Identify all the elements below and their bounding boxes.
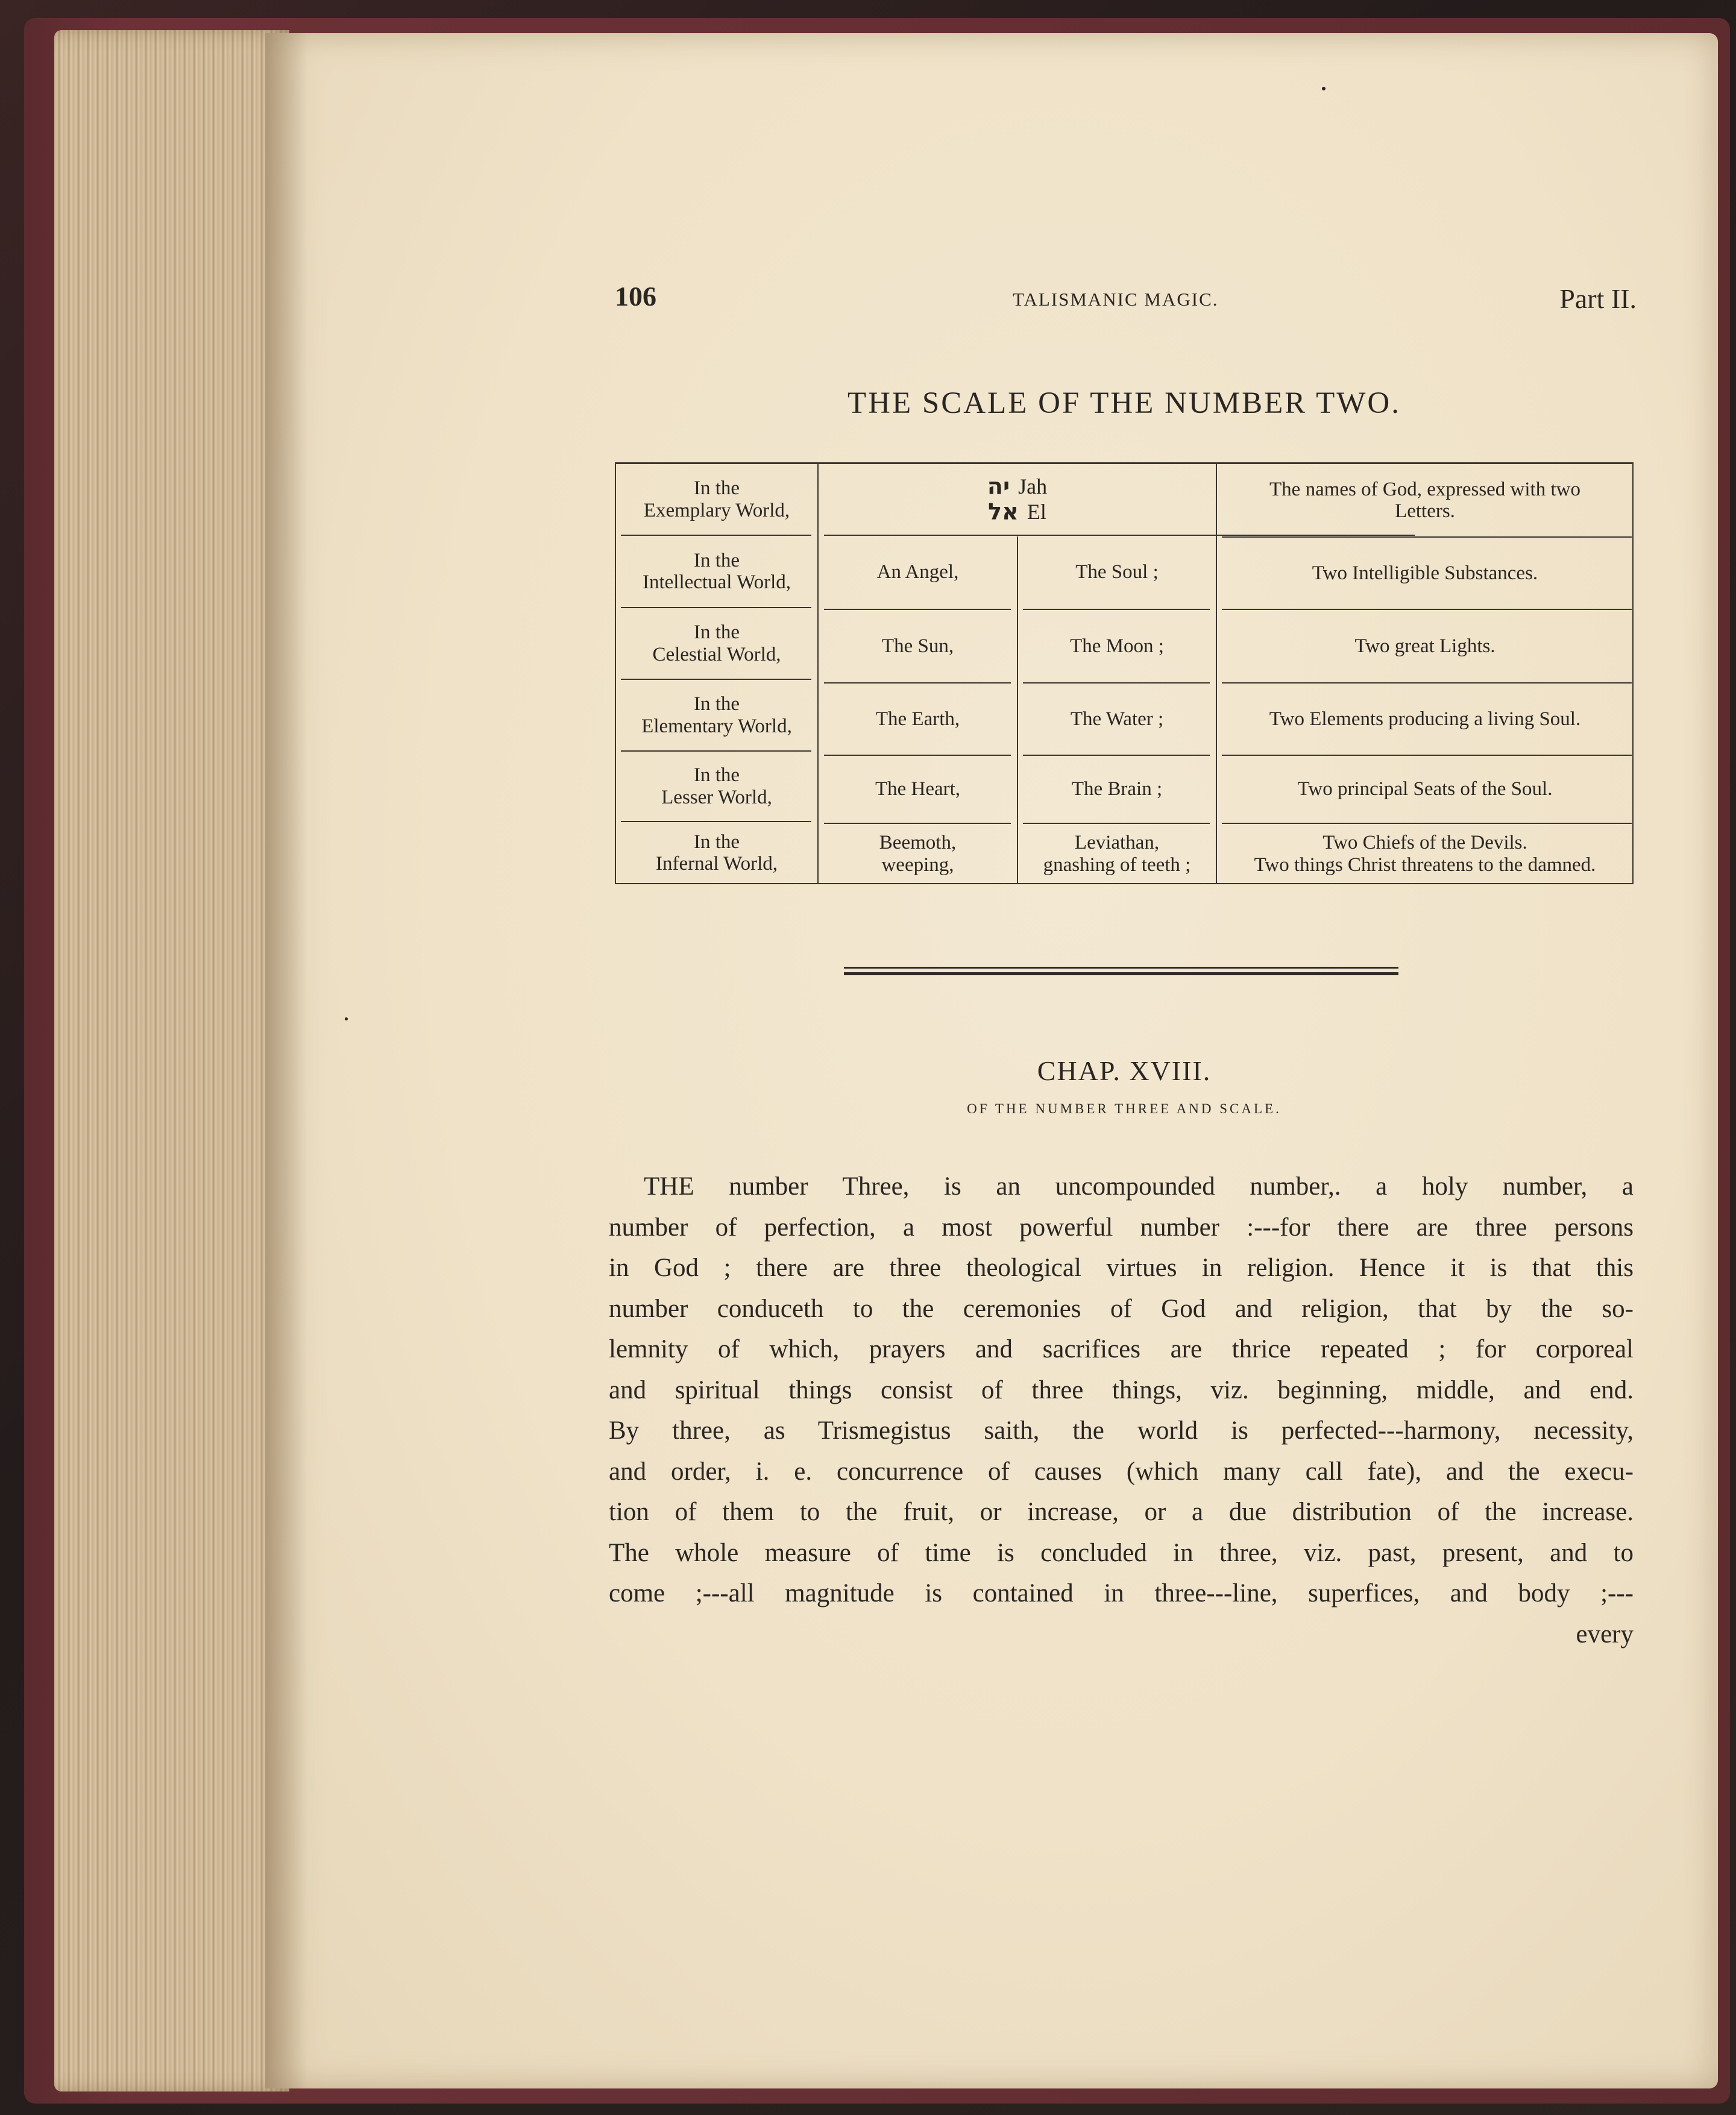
text-line: number of perfection, a most powerful number :---for there are three persons: [609, 1213, 1634, 1242]
hebrew-name: יה: [987, 473, 1010, 500]
description-cell: Two Intelligible Substances.: [1312, 562, 1538, 584]
chapter-title: CHAP. XVIII.: [1037, 1055, 1212, 1086]
name-jah: יה Jah: [987, 473, 1048, 500]
text-line: By three, as Trismegistus saith, the world is perfected---harmony, necessity,: [609, 1416, 1634, 1445]
chapter-subtitle: OF THE NUMBER THREE AND SCALE.: [967, 1101, 1282, 1116]
ink-speck: [1322, 87, 1326, 90]
text-line: come ;---all magnitude is contained in three---line, superfices, and body ;---: [609, 1579, 1634, 1607]
running-title: TALISMANIC MAGIC.: [1013, 289, 1219, 310]
text-line: and spiritual things consist of three things, viz. beginning, middle, and end.: [609, 1375, 1634, 1404]
description-cell: Two great Lights.: [1354, 635, 1495, 657]
description-cell: Two Chiefs of the Devils. Two things Christ threatens to the damned.: [1254, 832, 1596, 876]
description-cell: The names of God, expressed with two Letters.: [1269, 478, 1580, 522]
section-divider: [844, 967, 1398, 976]
world-cell: In the Celestial World,: [652, 621, 781, 665]
table-cell: The Soul ;: [1075, 561, 1159, 583]
text-line: tion of them to the fruit, or increase, or a due distribution of the increase.: [609, 1498, 1634, 1526]
scale-table: [615, 462, 1634, 884]
text-line: and order, i. e. concurrence of causes (which many call fate), and the execu-: [609, 1457, 1634, 1486]
page-edges: [54, 30, 289, 2091]
catchword: every: [1576, 1620, 1634, 1648]
name-el: אל El: [988, 498, 1046, 525]
spine-shadow: [265, 33, 307, 2088]
table-cell: Leviathan, gnashing of teeth ;: [1043, 832, 1191, 876]
body-text: [609, 1166, 1634, 1655]
running-head: [615, 280, 1637, 322]
part-label: Part II.: [1559, 283, 1637, 314]
table-cell: The Earth,: [875, 708, 960, 730]
world-cell: In the Lesser World,: [661, 764, 772, 808]
world-cell: In the Infernal World,: [656, 831, 778, 875]
description-cell: Two principal Seats of the Soul.: [1297, 778, 1553, 800]
text-line: number conduceth to the ceremonies of God and religion, that by the so-: [609, 1294, 1634, 1323]
text-line: in God ; there are three theological virtues in religion. Hence it is that this: [609, 1254, 1634, 1282]
table-cell: The Sun,: [881, 635, 954, 657]
divine-names-cell: [819, 464, 1216, 535]
ink-speck: [345, 1017, 348, 1020]
table-cell: The Brain ;: [1071, 778, 1163, 800]
hebrew-name: אל: [988, 498, 1019, 525]
world-cell: In the Exemplary World,: [643, 477, 790, 521]
page-number: 106: [615, 281, 656, 312]
scale-title: THE SCALE OF THE NUMBER TWO.: [848, 386, 1401, 420]
text-line: lemnity of which, prayers and sacrifices are thrice repeated ; for corporeal: [609, 1335, 1634, 1363]
table-cell: The Heart,: [875, 778, 961, 800]
world-cell: In the Intellectual World,: [643, 549, 791, 593]
text-line: THE number Three, is an uncompounded number,. a holy number, a: [644, 1172, 1634, 1201]
description-cell: Two Elements producing a living Soul.: [1269, 708, 1581, 730]
table-cell: An Angel,: [876, 561, 959, 583]
table-cell: The Water ;: [1070, 708, 1164, 730]
text-line: The whole measure of time is concluded in three, viz. past, present, and to: [609, 1538, 1634, 1567]
world-cell: In the Elementary World,: [641, 693, 792, 737]
table-cell: Beemoth, weeping,: [879, 832, 957, 876]
table-cell: The Moon ;: [1070, 635, 1164, 657]
